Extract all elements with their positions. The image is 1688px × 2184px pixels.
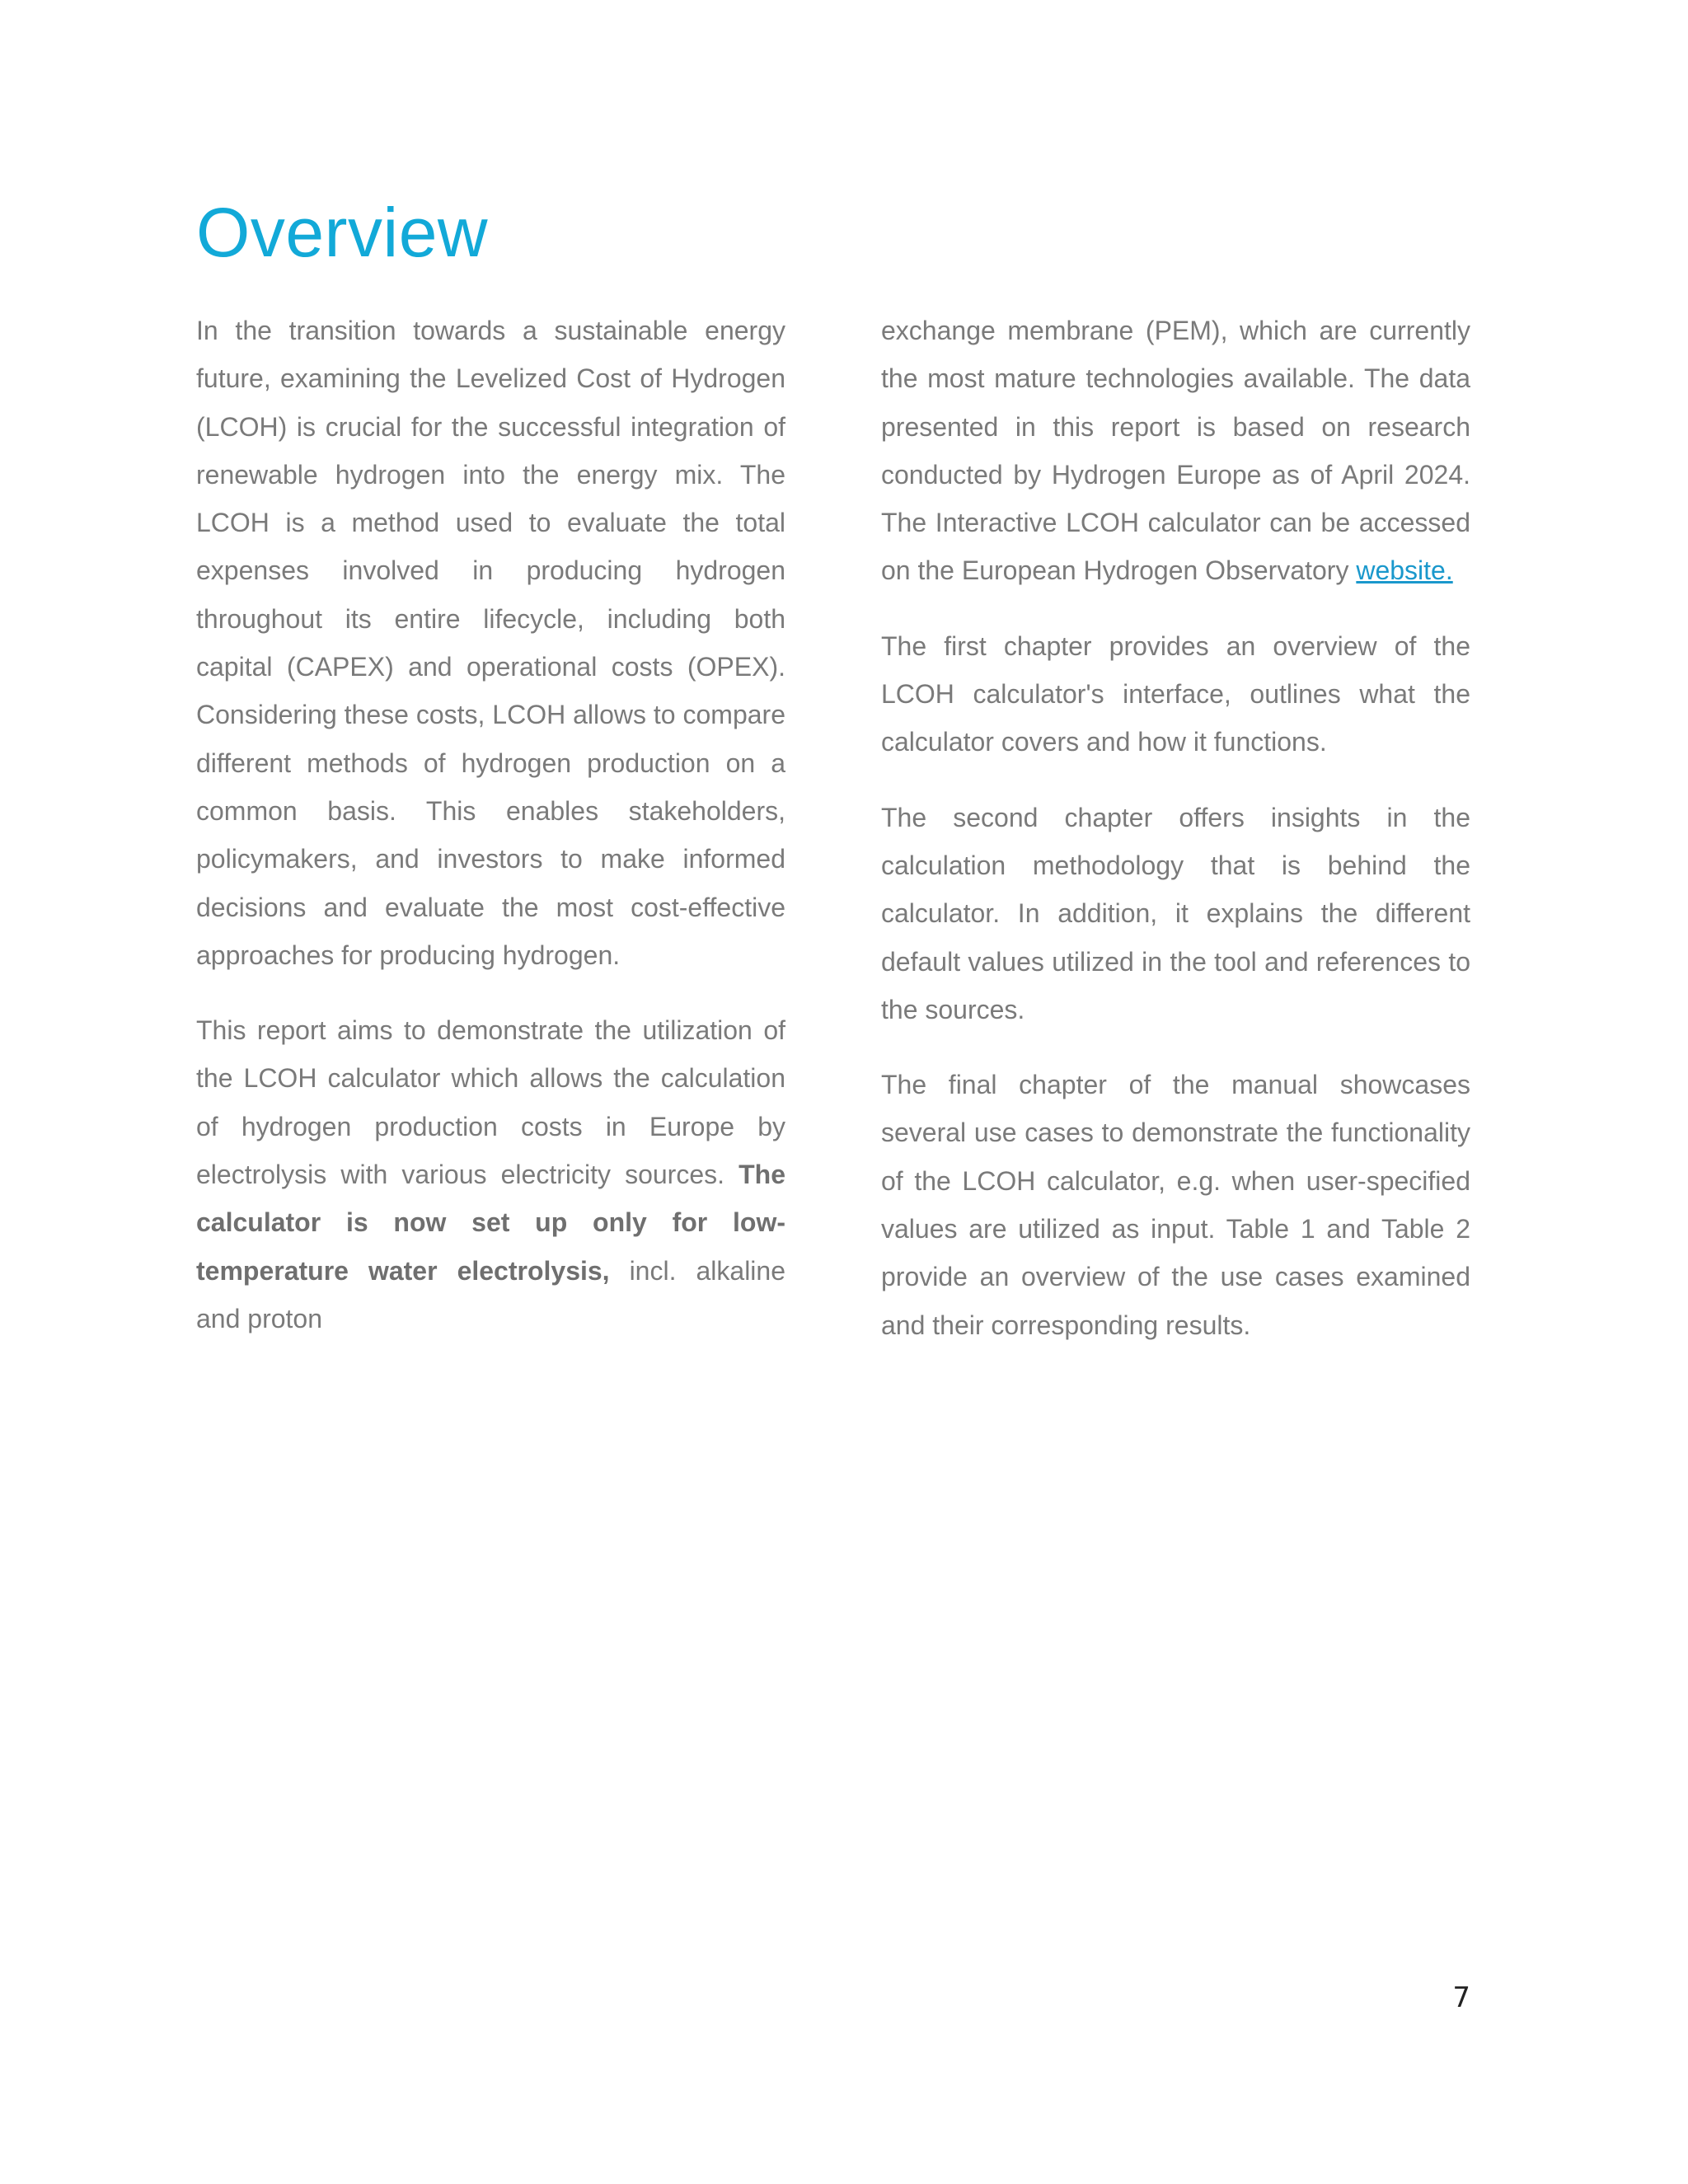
report-aim-text-end: incl. alkaline and proton bbox=[196, 1255, 785, 1333]
page-title: Overview bbox=[196, 194, 489, 271]
data-source-text: exchange membrane (PEM), which are currently the most mature technologies available. The data presented in this report is based on research conducted by Hydrogen Europe as of April 2024. The Interactive LCOH calculator can be accessed on the European Hydrogen Observatory bbox=[881, 316, 1470, 586]
final-chapter-paragraph: The final chapter of the manual showcases several use cases to demonstrate the functionality of the LCOH calculator, e.g. when user-specified values are utilized as input. Table 1 and Table 2 provide an overview of the use cases examined and their corresponding results. bbox=[881, 1070, 1470, 1340]
report-aim-paragraph bbox=[196, 1006, 785, 1343]
page-number: 7 bbox=[1452, 1981, 1470, 2014]
report-aim-bold-text: The calculator is now set up only for low-temperature water electrolysis, bbox=[196, 1160, 785, 1286]
intro-paragraph: In the transition towards a sustainable energy future, examining the Levelized Cost of Hydrogen (LCOH) is crucial for the successful integration of renewable hydrogen into the energy mix. The LCOH is a method used to evaluate the total expenses involved in producing hydrogen throughout its entire lifecycle, including both capital (CAPEX) and operational costs (OPEX). Considering these costs, LCOH allows to compare different methods of hydrogen production on a common basis. This enables stakeholders, policymakers, and investors to make informed decisions and evaluate the most cost-effective approaches for producing hydrogen. bbox=[196, 316, 785, 970]
right-column bbox=[881, 307, 1470, 1349]
data-source-paragraph bbox=[881, 307, 1470, 595]
first-chapter-paragraph: The first chapter provides an overview of the LCOH calculator's interface, outlines what the calculator covers and how it functions. bbox=[881, 630, 1470, 757]
report-aim-text: This report aims to demonstrate the utilization of the LCOH calculator which allows the calculation of hydrogen production costs in Europe by electrolysis with various electricity sources. bbox=[196, 1015, 785, 1190]
second-chapter-paragraph: The second chapter offers insights in the calculation methodology that is behind the calculator. In addition, it explains the different default values utilized in the tool and references to the sources. bbox=[881, 802, 1470, 1024]
website-link[interactable]: website. bbox=[1356, 555, 1453, 586]
left-column bbox=[196, 307, 785, 1343]
